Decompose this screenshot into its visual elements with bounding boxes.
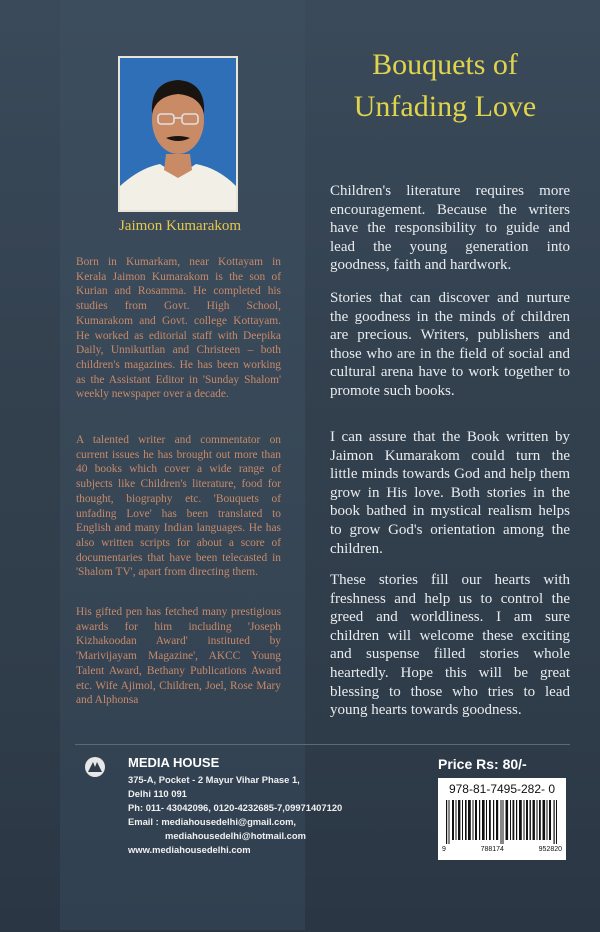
publisher-email-2: mediahousedelhi@hotmail.com [165,830,306,841]
barcode-digits [442,846,562,853]
book-title-line-1: Bouquets of [372,48,518,81]
publisher-email-1: Email : mediahousedelhi@gmail.com, [128,816,297,827]
author-bio-paragraph-3: His gifted pen has fetched many prestigious awards for him including 'Joseph Kizhakoodan Award' instituted by 'Marivijayam Magazine', AKCC Young Talent Award, Bethany Publications Award etc. Wife Ajimol, Children, Joel, Rose Mary and Alphonsa [76,606,281,707]
barcode-bars [444,800,560,844]
footer-divider [75,744,570,745]
barcode-digit-group: 9 [442,846,446,853]
author-photo [118,56,238,212]
publisher-address-line-2: Delhi 110 091 [128,788,187,799]
blurb-paragraph-2: Stories that can discover and nurture the goodness in the minds of children are precious. Writers, publishers and those who are in the field of social and cultural arena have to work together to promote such books. [330,290,570,399]
isbn-barcode [438,778,566,860]
price-label: Price Rs: 80/- [438,756,527,772]
publisher-name: MEDIA HOUSE [128,755,220,770]
blurb-paragraph-3: I can assure that the Book written by Jaimon Kumarakom could turn the little minds towards God and help them grow in His love. Both stories in the book bathed in mystical realism helps to grow God's orientation among the children. [330,429,570,557]
author-bio-paragraph-1: Born in Kumarkam, near Kottayam in Kerala Jaimon Kumarakom is the son of Kurian and Rosamma. He completed his studies from Govt. High School, Kumarakom and Govt. college Kottayam. He worked as editorial staff with Deepika Daily, Unnikuttlan and Christeen – both children's magazines. He has been working as the Assistant Editor in 'Sunday Shalom' weekly newspaper over a decade. [76,256,281,401]
publisher-website: www.mediahousedelhi.com [128,844,251,855]
book-title-line-2: Unfading Love [353,90,537,123]
publisher-address-line-1: 375-A, Pocket - 2 Mayur Vihar Phase 1, [128,774,300,785]
author-bio-paragraph-2: A talented writer and commentator on current issues he has brought out more than 40 books which cover a wide range of subjects like Children's literature, food for thought, biography etc. 'Bouquets of unfading Love' has been translated to English and many Indian languages. He has also written scripts for about a score of documentaries that have been telecasted in 'Shalom TV', apart from directing them. [76,434,281,579]
blurb-paragraph-4: These stories fill our hearts with freshness and help us to control the greed and worldliness. I am sure children will welcome these exciting and suspense filled stories whole heartedly. Hope this will be great blessing to those who tries to lead young hearts towards goodness. [330,572,570,719]
book-title [320,44,570,128]
barcode-digit-group: 952820 [538,846,562,853]
blurb-paragraph-1: Children's literature requires more encouragement. Because the writers have the responsibility to guide and lead the young generation into goodness, faith and hardwork. [330,183,570,274]
publisher-phone: Ph: 011- 43042096, 0120-4232685-7,09971407120 [128,802,343,813]
author-name: Jaimon Kumarakom [118,218,242,234]
publisher-logo-icon [84,756,106,778]
barcode-digit-group: 788174 [480,846,504,853]
author-portrait-icon [120,58,236,210]
isbn-number: 978-81-7495-282- 0 [448,782,556,796]
